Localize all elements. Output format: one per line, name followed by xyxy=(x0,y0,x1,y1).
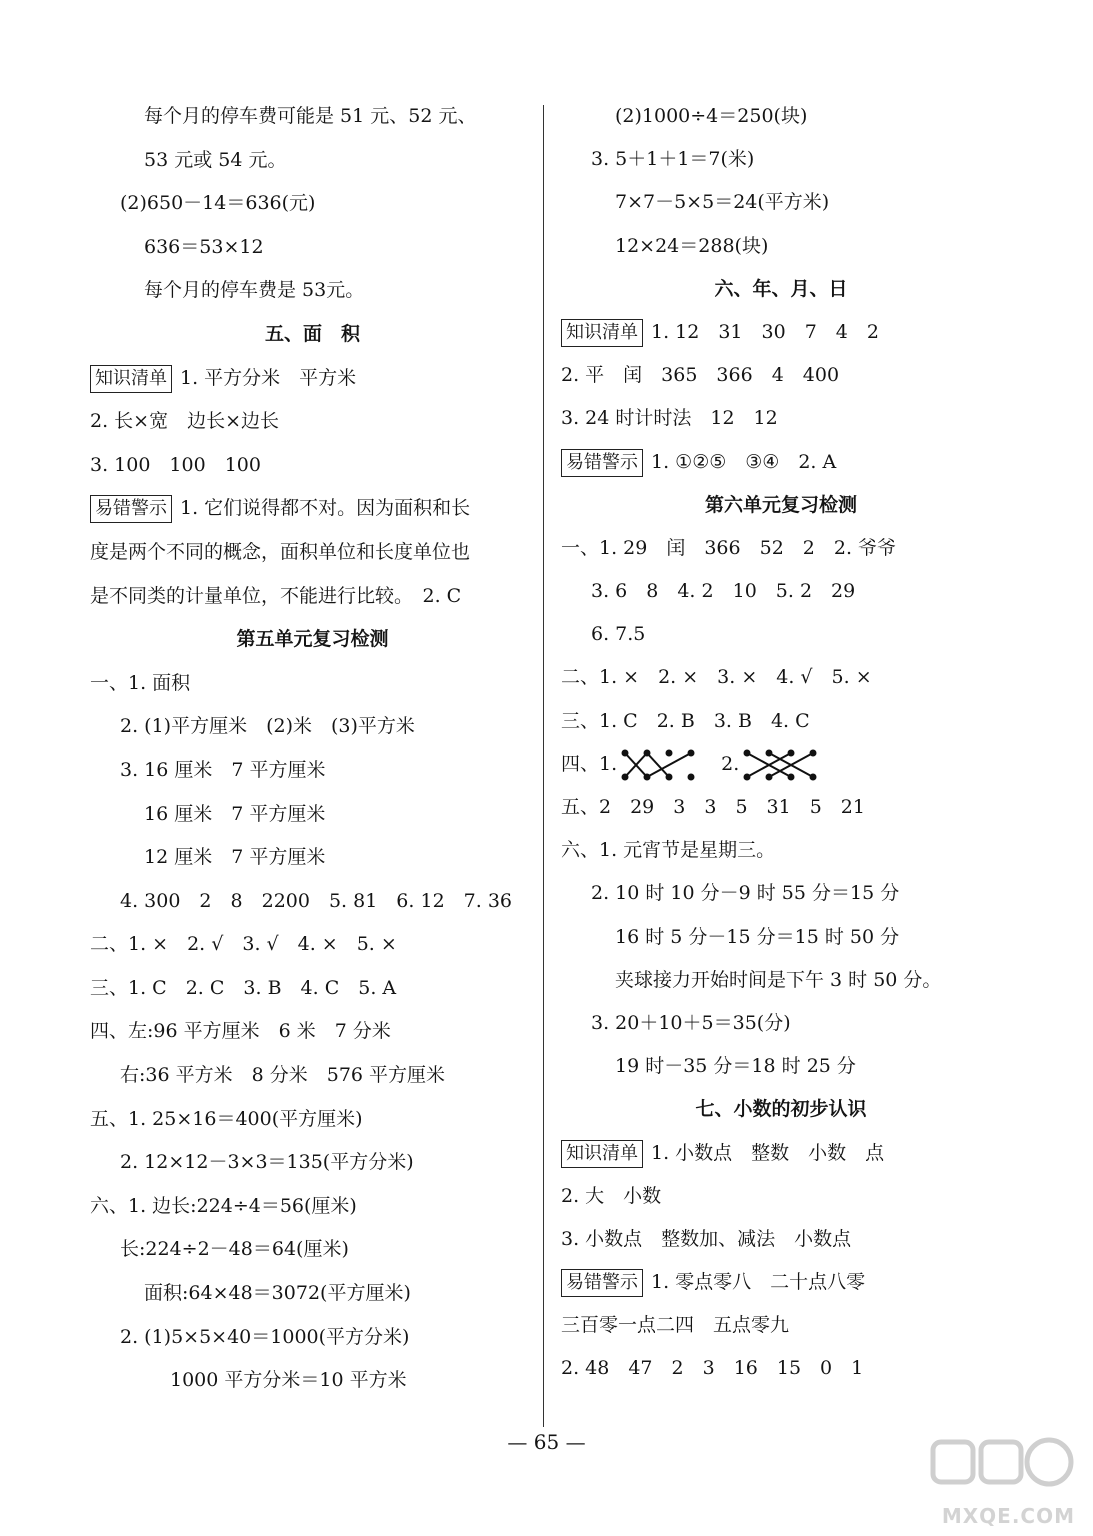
text-line xyxy=(561,1218,1001,1261)
line-text: 每个月的停车费是 53元。 xyxy=(144,279,365,302)
line-text: 五、2 29 3 3 5 31 5 21 xyxy=(561,796,865,818)
text-line xyxy=(90,1010,535,1054)
watermark-logo xyxy=(929,1436,1079,1528)
line-text: 第六单元复习检测 xyxy=(704,493,857,516)
line-text: 3. 16 厘米 7 平方厘米 xyxy=(120,758,326,781)
line-text: 四、左:96 平方厘米 6 米 7 分米 xyxy=(90,1020,391,1043)
text-line xyxy=(90,226,535,270)
line-text: 六、1. 元宵节是星期三。 xyxy=(561,839,776,862)
text-line xyxy=(561,743,1001,786)
label-box: 知识清单 xyxy=(561,1140,643,1168)
line-text: 1. ①②⑤ ③④ 2. A xyxy=(651,450,837,473)
line-text: (2)650－14＝636(元) xyxy=(120,192,316,215)
line-text: 五、面 积 xyxy=(264,322,360,345)
section-heading xyxy=(561,1088,1001,1131)
section-heading xyxy=(561,484,1001,527)
label-box: 易错警示 xyxy=(90,495,172,523)
text-line xyxy=(90,531,535,575)
line-text: 六、年、月、日 xyxy=(714,277,848,300)
text-line xyxy=(561,397,1001,440)
text-line xyxy=(90,662,535,706)
line-text: 3. 100 100 100 xyxy=(90,453,261,476)
line-text: (2)1000÷4＝250(块) xyxy=(615,105,808,127)
line-text: 2. xyxy=(721,752,740,775)
line-text: 三百零一点二四 五点零九 xyxy=(561,1314,790,1337)
line-text: 一、1. 29 闰 366 52 2 2. 爷爷 xyxy=(561,536,897,559)
line-text: 19 时－35 分＝18 时 25 分 xyxy=(615,1055,856,1078)
text-line xyxy=(90,487,535,531)
line-text: 是不同类的计量单位，不能进行比较。 2. C xyxy=(90,584,462,607)
text-line xyxy=(90,357,535,401)
matching-diagram xyxy=(739,745,829,785)
line-text: 1000 平方分米＝10 平方米 xyxy=(170,1369,407,1392)
line-text: 2. 大 小数 xyxy=(561,1184,662,1207)
text-line xyxy=(561,225,1001,268)
line-text: 4. 300 2 8 2200 5. 81 6. 12 7. 36 xyxy=(120,889,512,912)
text-line xyxy=(561,1347,1001,1390)
text-line xyxy=(561,656,1001,699)
text-line xyxy=(561,354,1001,397)
text-line xyxy=(561,441,1001,484)
line-text: 12 厘米 7 平方厘米 xyxy=(144,846,326,869)
column-divider xyxy=(543,105,544,1427)
text-line xyxy=(90,444,535,488)
text-line xyxy=(90,1141,535,1185)
text-line xyxy=(561,959,1001,1002)
text-line xyxy=(561,1261,1001,1304)
line-text: 3. 6 8 4. 2 10 5. 2 29 xyxy=(591,580,856,603)
text-line xyxy=(561,138,1001,181)
text-line xyxy=(561,1175,1001,1218)
text-line xyxy=(561,1045,1001,1088)
line-text: 2. 10 时 10 分－9 时 55 分＝15 分 xyxy=(591,882,900,905)
text-line xyxy=(90,139,535,183)
text-line xyxy=(90,967,535,1011)
line-text: 6. 7.5 xyxy=(591,623,646,646)
line-text: 五、1. 25×16＝400(平方厘米) xyxy=(90,1107,363,1130)
text-line xyxy=(90,182,535,226)
text-line xyxy=(561,95,1001,138)
line-text: 1. 小数点 整数 小数 点 xyxy=(651,1141,885,1164)
line-text: 16 厘米 7 平方厘米 xyxy=(144,802,326,825)
watermark-text: MXQE.COM xyxy=(941,1504,1075,1528)
line-text: 三、1. C 2. C 3. B 4. C 5. A xyxy=(90,976,397,999)
text-line xyxy=(561,829,1001,872)
text-line xyxy=(561,181,1001,224)
text-line xyxy=(561,1002,1001,1045)
page-number: — 65 — xyxy=(507,1430,586,1454)
line-text: 16 时 5 分－15 分＝15 时 50 分 xyxy=(615,925,900,948)
text-line xyxy=(90,793,535,837)
text-line xyxy=(561,700,1001,743)
text-line xyxy=(561,872,1001,915)
line-text: 每个月的停车费可能是 51 元、52 元、 xyxy=(144,105,477,127)
text-line xyxy=(561,1304,1001,1347)
left-column xyxy=(90,95,535,1403)
matching-diagram xyxy=(617,745,707,785)
text-line xyxy=(90,1316,535,1360)
text-line xyxy=(90,1272,535,1316)
line-text: 7×7－5×5＝24(平方米) xyxy=(615,191,830,214)
line-text: 2. (1)5×5×40＝1000(平方分米) xyxy=(120,1325,410,1348)
line-text: 夹球接力开始时间是下午 3 时 50 分。 xyxy=(615,968,942,991)
line-text: 3. 小数点 整数加、减法 小数点 xyxy=(561,1227,852,1250)
line-text: 2. 长×宽 边长×边长 xyxy=(90,410,280,433)
text-line xyxy=(90,749,535,793)
line-text: 1. 零点零八 二十点八零 xyxy=(651,1271,866,1294)
text-line xyxy=(90,1228,535,1272)
line-text: 1. 12 31 30 7 4 2 xyxy=(651,320,879,343)
line-text: 2. 12×12－3×3＝135(平方分米) xyxy=(120,1151,414,1174)
text-line xyxy=(90,400,535,444)
line-text: 第五单元复习检测 xyxy=(236,628,389,651)
line-text: 3. 24 时计时法 12 12 xyxy=(561,407,778,430)
text-line xyxy=(90,1054,535,1098)
text-line xyxy=(90,705,535,749)
line-text: 3. 20＋10＋5＝35(分) xyxy=(591,1011,791,1034)
line-text: 一、1. 面积 xyxy=(90,671,191,694)
text-line xyxy=(90,1098,535,1142)
text-line xyxy=(561,786,1001,829)
line-text: 2. (1)平方厘米 (2)米 (3)平方米 xyxy=(120,715,415,738)
text-line xyxy=(561,916,1001,959)
line-text: 2. 平 闰 365 366 4 400 xyxy=(561,364,840,387)
line-text: 四、1. xyxy=(561,752,618,775)
line-text: 二、1. × 2. √ 3. √ 4. × 5. × xyxy=(90,933,397,956)
text-line xyxy=(90,880,535,924)
text-line xyxy=(90,1185,535,1229)
text-line xyxy=(561,570,1001,613)
text-line xyxy=(90,575,535,619)
label-box: 知识清单 xyxy=(561,319,643,347)
line-text: 三、1. C 2. B 3. B 4. C xyxy=(561,709,810,732)
line-text: 六、1. 边长:224÷4＝56(厘米) xyxy=(90,1194,357,1217)
line-text: 长:224÷2－48＝64(厘米) xyxy=(120,1238,349,1261)
line-text: 1. 它们说得都不对。因为面积和长 xyxy=(180,497,471,520)
label-box: 知识清单 xyxy=(90,365,172,393)
line-text: 2. 48 47 2 3 16 15 0 1 xyxy=(561,1357,864,1380)
text-line xyxy=(90,95,535,139)
text-line xyxy=(90,269,535,313)
line-text: 面积:64×48＝3072(平方厘米) xyxy=(144,1282,411,1305)
text-line xyxy=(561,613,1001,656)
line-text: 右:36 平方米 8 分米 576 平方厘米 xyxy=(120,1064,446,1087)
text-line xyxy=(90,836,535,880)
line-text: 二、1. × 2. × 3. × 4. √ 5. × xyxy=(561,666,872,689)
section-heading xyxy=(90,313,535,357)
label-box: 易错警示 xyxy=(561,1269,643,1297)
line-text: 度是两个不同的概念，面积单位和长度单位也 xyxy=(90,540,471,563)
text-line xyxy=(561,527,1001,570)
line-text: 七、小数的初步认识 xyxy=(695,1098,867,1121)
text-line xyxy=(90,923,535,967)
line-text: 636＝53×12 xyxy=(144,235,264,258)
text-line xyxy=(90,1359,535,1403)
section-heading xyxy=(561,268,1001,311)
line-text: 53 元或 54 元。 xyxy=(144,148,287,171)
line-text: 3. 5＋1＋1＝7(米) xyxy=(591,148,755,171)
line-text: 1. 平方分米 平方米 xyxy=(180,366,357,389)
line-text: 12×24＝288(块) xyxy=(615,234,769,257)
text-line xyxy=(561,1132,1001,1175)
section-heading xyxy=(90,618,535,662)
label-box: 易错警示 xyxy=(561,449,643,477)
right-column xyxy=(561,95,1001,1391)
text-line xyxy=(561,311,1001,354)
